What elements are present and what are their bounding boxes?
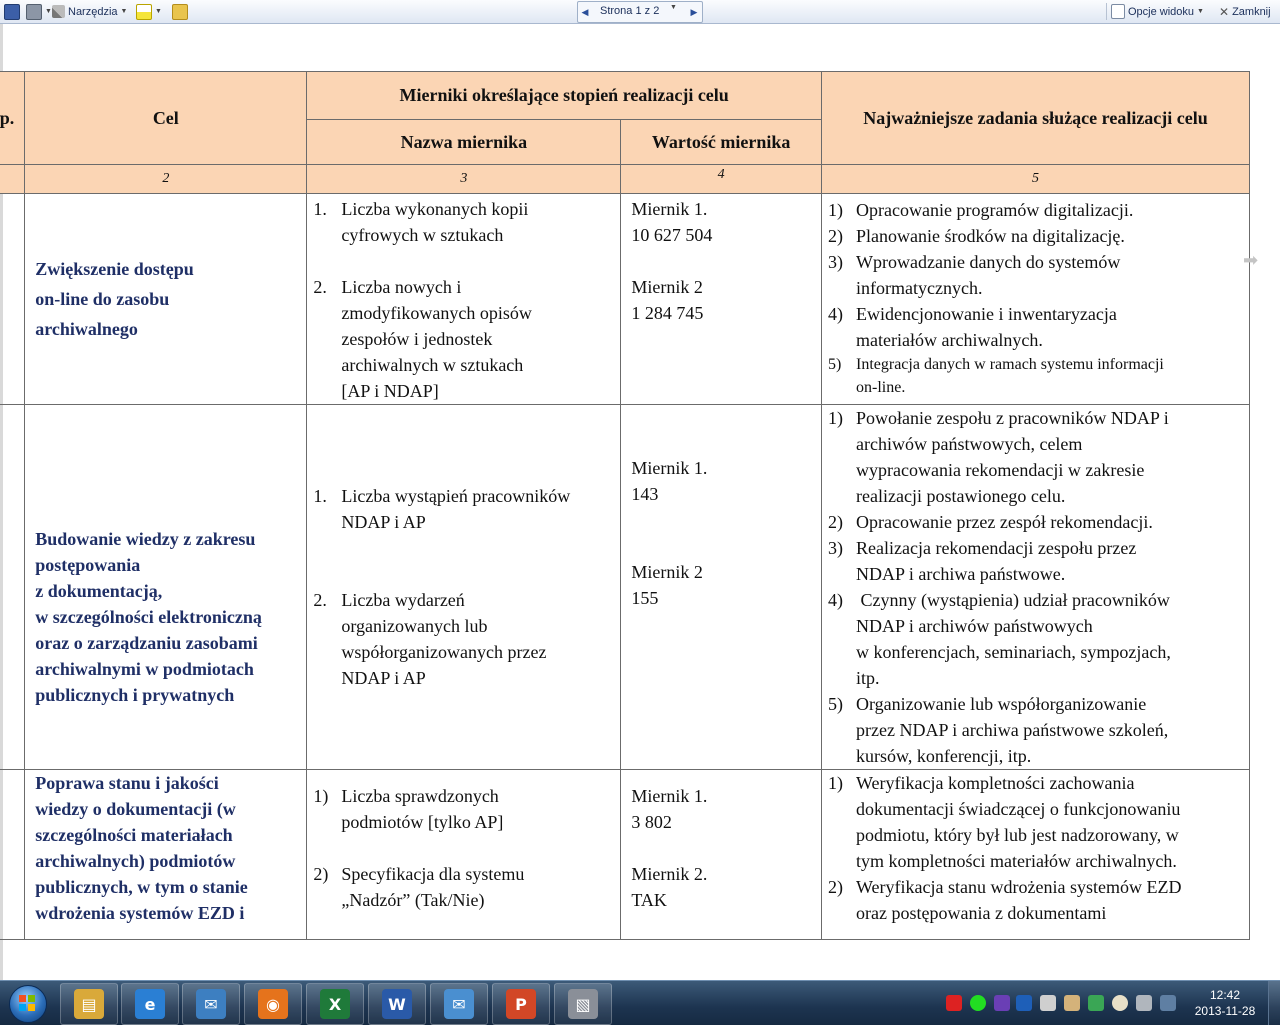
goal-line: publicznych i prywatnych — [35, 685, 235, 705]
table-row — [0, 194, 1250, 405]
volume-icon[interactable] — [1064, 995, 1080, 1011]
chevron-down-icon[interactable]: ▼ — [670, 4, 677, 11]
internet-explorer-icon: e — [135, 989, 165, 1019]
goal-line: oraz o zarządzaniu zasobami — [35, 633, 258, 653]
user-icon[interactable] — [1112, 995, 1128, 1011]
list-item: 1) Powołanie zespołu z pracowników NDAP i archiwów państwowych, celem wypracowania rekomendacji w zakresie realizacji postawionego celu. — [828, 408, 1169, 506]
list-item: 5) Organizowanie lub współorganizowanie przez NDAP i archiwa państwowe szkoleń, kursów, konferencji, itp. — [828, 694, 1169, 766]
network-meter-icon[interactable] — [1016, 995, 1032, 1011]
goal-cell — [25, 405, 307, 770]
taskbar-app-internet-explorer[interactable] — [121, 983, 179, 1025]
action-center-icon[interactable] — [1160, 995, 1176, 1011]
header-tasks: Najważniejsze zadania służące realizacji celu — [822, 72, 1250, 165]
measure-value: 155 — [631, 588, 659, 608]
measure-label: Miernik 2 — [631, 277, 703, 297]
folder-button[interactable] — [172, 2, 188, 21]
measure-label: Miernik 1. — [631, 786, 708, 806]
measure-label: Miernik 2. — [631, 864, 708, 884]
measure-value: TAK — [631, 890, 667, 910]
chevron-down-icon: ▼ — [155, 8, 162, 15]
goal-line: archiwalnych) podmiotów — [35, 851, 236, 871]
list-item: 2) Specyfikacja dla systemu „Nadzór” (Tak/Nie) — [313, 864, 525, 910]
list-item: 1) Liczba sprawdzonych podmiotów [tylko AP] — [313, 786, 504, 832]
clock[interactable] — [1186, 987, 1264, 1019]
taskbar-app-outlook-2[interactable] — [430, 983, 488, 1025]
word-icon: W — [382, 989, 412, 1019]
next-page-arrow-icon[interactable]: ➡ — [1243, 250, 1259, 270]
close-label: Zamknij — [1232, 5, 1271, 18]
goal-line: z dokumentacją, — [35, 581, 163, 601]
header-goal: Cel — [25, 72, 307, 165]
list-item: 3) Wprowadzanie danych do systemów informatycznych. — [828, 252, 1121, 298]
list-item: 5) Integracja danych w ramach systemu informacji on-line. — [828, 356, 1164, 396]
header-measures-group: Mierniki określające stopień realizacji celu — [307, 72, 822, 120]
goal-cell — [25, 770, 307, 940]
measure-label: Miernik 1. — [631, 458, 708, 478]
goal-line: archiwalnymi w podmiotach — [35, 659, 254, 679]
antivirus-icon[interactable] — [946, 995, 962, 1011]
documents-icon: ▧ — [568, 989, 598, 1019]
page-indicator[interactable]: Strona 1 z 2 — [600, 5, 660, 17]
list-item: 1. Liczba wykonanych kopii cyfrowych w sztukach — [313, 199, 529, 245]
taskbar-app-word[interactable] — [368, 983, 426, 1025]
goal-line: Poprawa stanu i jakości — [35, 773, 219, 793]
column-number: 4 — [621, 165, 822, 194]
chevron-down-icon: ▼ — [120, 8, 128, 15]
tools-icon — [52, 5, 65, 18]
clock-date: 2013-11-28 — [1194, 1004, 1256, 1018]
list-item: 1) Opracowanie programów digitalizacji. — [828, 200, 1134, 220]
goal-line: szczególności materiałach — [35, 825, 233, 845]
viewer-toolbar — [0, 0, 1280, 24]
list-item: 4) Ewidencjonowanie i inwentaryzacja materiałów archiwalnych. — [828, 304, 1117, 350]
table-row — [0, 770, 1250, 940]
start-button[interactable] — [4, 982, 50, 1024]
header-measure-name: Nazwa miernika — [307, 120, 621, 165]
taskbar — [0, 980, 1280, 1025]
column-number: 3 — [307, 165, 621, 194]
header-lp: p. — [0, 72, 25, 165]
lp-cell — [0, 405, 25, 770]
goal-line: postępowania — [35, 555, 141, 575]
measure-value: 3 802 — [631, 812, 672, 832]
view-options-label: Opcje widoku — [1128, 5, 1195, 18]
save-icon — [4, 4, 20, 20]
tasks-cell — [822, 770, 1250, 940]
taskbar-app-powerpoint[interactable] — [492, 983, 550, 1025]
taskbar-app-excel[interactable] — [306, 983, 364, 1025]
goal-line: Budowanie wiedzy z zakresu — [35, 529, 256, 549]
list-item: 2) Planowanie środków na digitalizację. — [828, 226, 1125, 246]
view-options-button[interactable] — [1111, 2, 1204, 21]
tasks-cell — [822, 194, 1250, 405]
taskbar-app-firefox[interactable] — [244, 983, 302, 1025]
goal-line: archiwalnego — [35, 319, 138, 339]
print-button[interactable] — [26, 2, 52, 21]
page-navigator — [577, 1, 703, 23]
arrow-left-icon: ◀ — [581, 6, 589, 17]
list-item: 3) Realizacja rekomendacji zespołu przez NDAP i archiwa państwowe. — [828, 538, 1137, 584]
previous-page-button[interactable] — [578, 2, 592, 22]
tasks-cell — [822, 405, 1250, 770]
close-button[interactable] — [1219, 2, 1271, 21]
list-item: 1) Weryfikacja kompletności zachowania dokumentacji świadczącej o funkcjonowaniu podmiotu, który był lub jest nadzorowany, w tym kompletności materiałów archiwalnych. — [828, 773, 1181, 871]
list-item: 1. Liczba wystąpień pracowników NDAP i AP — [313, 486, 571, 532]
column-number: 5 — [822, 165, 1250, 194]
explorer-icon: ▤ — [74, 989, 104, 1019]
measure-values-cell — [621, 770, 822, 940]
measure-names-cell — [307, 405, 621, 770]
highlighter-icon — [136, 4, 152, 20]
goals-table — [0, 71, 1250, 940]
windows-logo-icon — [18, 994, 36, 1012]
measure-label: Miernik 2 — [631, 562, 703, 582]
goal-line: publicznych, w tym o stanie — [35, 877, 248, 897]
header-measure-value: Wartość miernika — [621, 120, 822, 165]
powerpoint-icon: P — [506, 989, 536, 1019]
show-desktop-button[interactable] — [1268, 981, 1280, 1025]
chevron-down-icon: ▼ — [45, 8, 52, 15]
list-item: 2. Liczba wydarzeń organizowanych lub współorganizowanych przez NDAP i AP — [313, 590, 547, 688]
taskbar-app-documents[interactable] — [554, 983, 612, 1025]
goal-line: Zwiększenie dostępu — [35, 259, 194, 279]
lp-cell — [0, 770, 25, 940]
outlook-2-icon: ✉ — [444, 989, 474, 1019]
tools-menu-button[interactable] — [52, 2, 127, 21]
arrow-right-icon: ▶ — [690, 6, 698, 17]
folder-icon — [172, 4, 188, 20]
taskbar-app-outlook[interactable] — [182, 983, 240, 1025]
network-icon[interactable] — [1040, 995, 1056, 1011]
list-item: 2. Liczba nowych i zmodyfikowanych opisów zespołów i jednostek archiwalnych w sztukach [AP i NDAP] — [313, 277, 532, 401]
measure-values-cell — [621, 194, 822, 405]
measure-label: Miernik 1. — [631, 199, 708, 219]
power-icon[interactable] — [1136, 995, 1152, 1011]
measure-value: 10 627 504 — [631, 225, 713, 245]
document-view[interactable] — [0, 24, 1280, 980]
goal-line: wdrożenia systemów EZD i — [35, 903, 245, 923]
chevron-down-icon: ▼ — [1197, 8, 1204, 15]
clock-time: 12:42 — [1209, 988, 1241, 1002]
taskbar-app-explorer[interactable] — [60, 983, 118, 1025]
app-tray-icon[interactable] — [994, 995, 1010, 1011]
update-icon[interactable] — [1088, 995, 1104, 1011]
print-icon — [26, 4, 42, 20]
goal-cell — [25, 194, 307, 405]
column-number: 2 — [25, 165, 307, 194]
measure-names-cell — [307, 194, 621, 405]
list-item: 2) Weryfikacja stanu wdrożenia systemów EZD oraz postępowania z dokumentami — [828, 877, 1182, 923]
highlight-button[interactable] — [136, 2, 162, 21]
goal-line: w szczególności elektroniczną — [35, 607, 262, 627]
tools-menu-label: Narzędzia — [68, 5, 118, 18]
list-item: 2) Opracowanie przez zespół rekomendacji. — [828, 512, 1153, 532]
nvidia-icon[interactable] — [970, 995, 986, 1011]
excel-icon: X — [320, 989, 350, 1019]
view-options-icon — [1111, 4, 1125, 19]
table-row — [0, 405, 1250, 770]
outlook-icon: ✉ — [196, 989, 226, 1019]
column-number — [0, 165, 25, 194]
measure-value: 1 284 745 — [631, 303, 704, 323]
firefox-icon: ◉ — [258, 989, 288, 1019]
list-item: 4) Czynny (wystąpienia) udział pracowników NDAP i archiwów państwowych w konferencjach, seminariach, sympozjach, itp. — [828, 590, 1171, 688]
measure-values-cell — [621, 405, 822, 770]
lp-cell — [0, 194, 25, 405]
measure-value: 143 — [631, 484, 659, 504]
close-icon: ✕ — [1219, 4, 1230, 19]
save-button[interactable] — [4, 2, 20, 21]
goal-line: wiedzy o dokumentacji (w — [35, 799, 236, 819]
goal-line: on-line do zasobu — [35, 289, 170, 309]
next-page-button[interactable] — [687, 2, 701, 22]
measure-names-cell — [307, 770, 621, 940]
